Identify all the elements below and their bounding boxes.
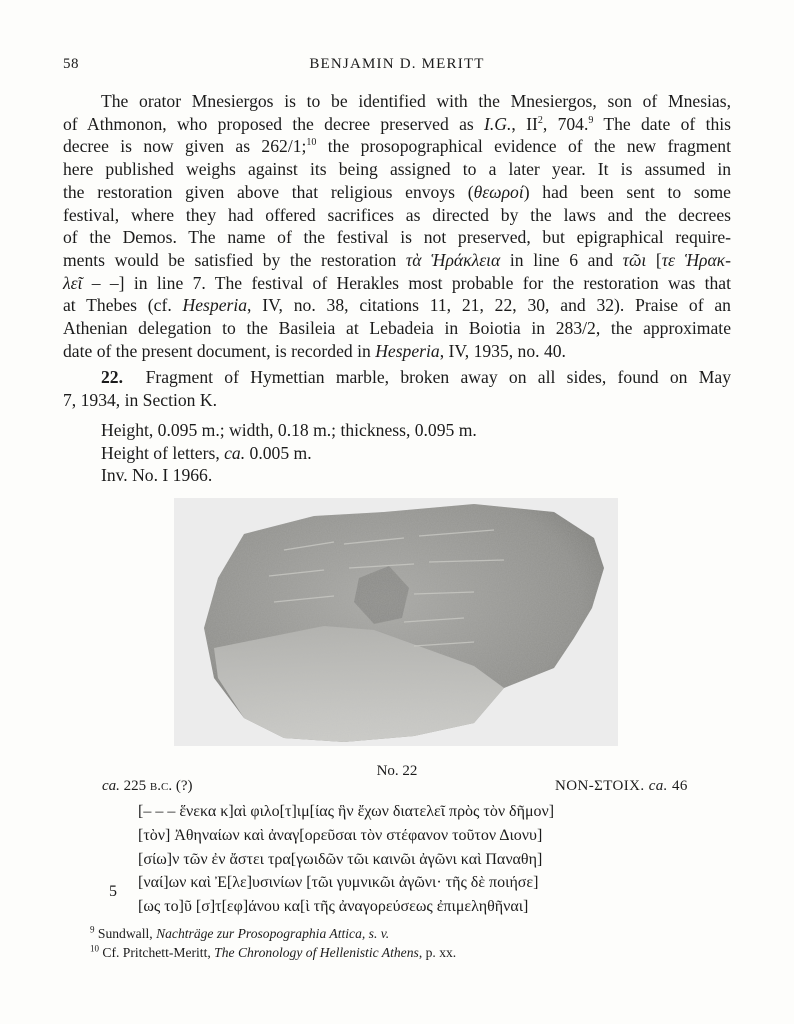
footnote-9: $^9$ Sundwall, Nachträge zur Prosopographia Attica, s. v. [90,924,390,941]
inscription-text [138,800,554,919]
inscription-line: [σίω]ν τῶν ἐν ἄστει τρα[γωιδῶν τῶι καινῶι ἀγῶνι καὶ Παναθη] [138,850,543,868]
fragment-photo [174,498,618,746]
page-number: 58 [63,56,79,72]
text-line: The orator Mnesiergos is to be identified with the Mnesiergos, son of Mnesias, [101,91,731,111]
footnote-ref[interactable]: 10 [306,137,317,149]
text-line: date of the present document, is recorded in Hesperia, IV, 1935, no. 40. [63,340,566,361]
text-line: of the Demos. The name of the festival is not preserved, but epigraphical require- [63,227,731,248]
stoichedon-note: NON-ΣΤΟΙΧ. ca. 46 [555,778,688,794]
text-line: the restoration given above that religious envoys (θεωροί) had been sent to some [63,181,731,202]
inscription-line: [τὸν] Ἀθηναίων καὶ ἀναγ[ορεῦσαι τὸν στέφανον τοῦτον Διονυ] [138,826,543,844]
measurements [101,419,477,487]
inscription-date: ca. 225 b.c. (?) [102,778,193,794]
body-paragraph [63,90,732,362]
text-line: Athenian delegation to the Basileia at Lebadeia in Boiotia in 283/2, the approximate [63,318,731,339]
text-line: festival, where they had offered sacrifices as directed by the laws and the decrees [63,204,731,225]
text-line: 22. Fragment of Hymettian marble, broken away on all sides, found on May [101,367,732,387]
dimensions: Height, 0.095 m.; width, 0.18 m.; thickness, 0.095 m. [101,420,477,440]
line-number: 5 [109,883,117,900]
inscription-line: [ως το]ῦ [σ]τ[εφ]άνου κα[ὶ τῆς ἀναγορεύσεως ἐπιμεληθῆναι] [138,898,529,916]
footnotes [90,924,456,962]
footnote-10: $^{10}$ Cf. Pritchett-Meritt, The Chronology of Hellenistic Athens, p. xx. [90,943,457,960]
inventory-number: Inv. No. I 1966. [101,465,213,486]
footnote-ref[interactable]: 9 [588,114,594,126]
inscription-line: [ναί]ων καὶ Ἐ[λε]υσινίων [τῶι γυμνικῶι ἀγῶνι· τῆς δὲ ποιήσε] [138,874,539,892]
text-line: 7, 1934, in Section K. [63,389,217,410]
inscription-line: [– – – ἕνεκα κ]αὶ φιλο[τ]ιμ[ίας ἣν ἔχων διατελεῖ πρὸς τὸν δῆμον] [138,803,555,820]
text-line: ments would be satisfied by the restoration τὰ Ἡράκλεια in line 6 and τῶι [τε Ἡρακ- [63,249,731,270]
running-head: BENJAMIN D. MERITT [309,56,485,72]
text-line: λεῖ – –] in line 7. The festival of Herakles most probable for the restoration was that [63,272,732,293]
text-line: decree is now given as 262/1;$^{10}$ the prosopographical evidence of the new fragment [63,136,731,157]
text-line: here published weighs against its being assigned to a later year. It is assumed in [63,159,731,180]
text-line: of Athmonon, who proposed the decree preserved as I.G., $II^2$, 704.$^9$ The date of this [63,113,732,134]
entry-number: 22. [101,367,123,387]
photo-caption: No. 22 [376,763,418,779]
entry-description [63,366,732,411]
text-line: at Thebes (cf. Hesperia, IV, no. 38, citations 11, 21, 22, 30, and 32). Praise of an [63,295,731,316]
letter-height: Height of letters, ca. 0.005 m. [101,442,312,463]
